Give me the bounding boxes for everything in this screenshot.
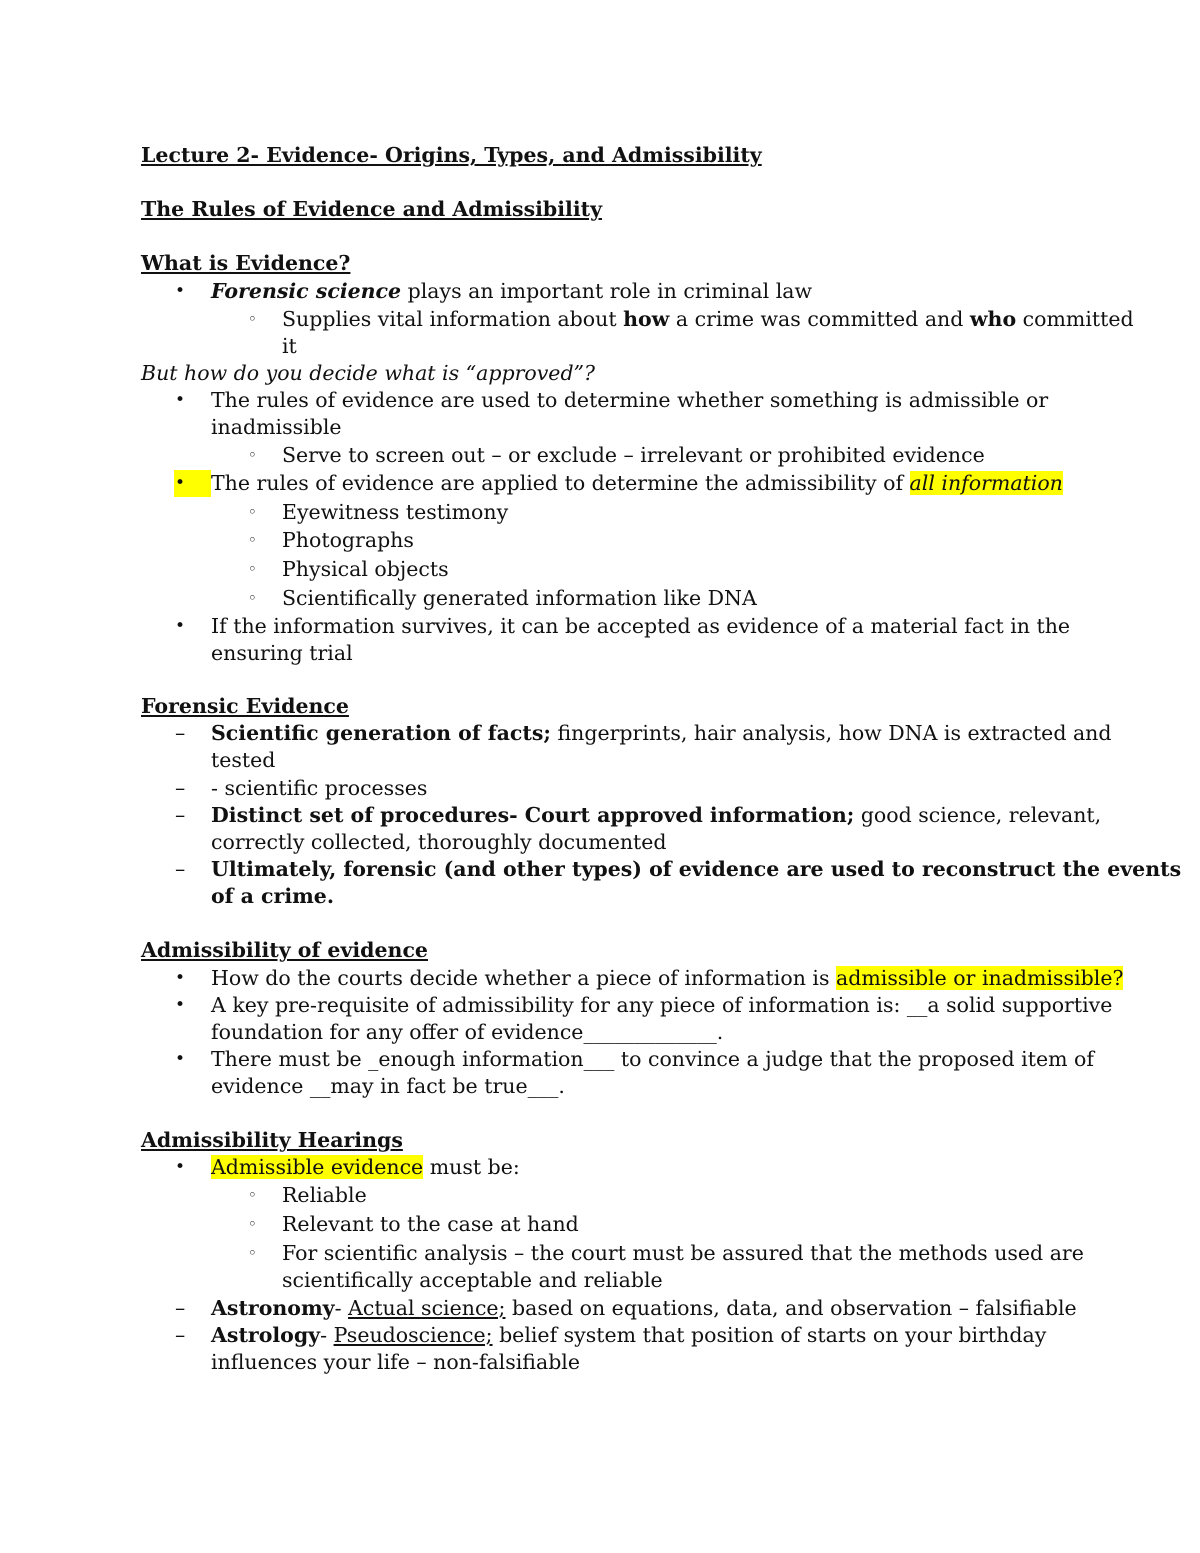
sub-bullet-marker: ◦: [248, 446, 257, 464]
list-item: [211, 470, 1063, 497]
sub-list-item: Scientifically generated information like DNA: [282, 586, 757, 610]
list-item: The rules of evidence are used to determine whether something is admissible or: [211, 388, 1049, 412]
dash-marker: –: [175, 1296, 186, 1320]
item-text: -: [334, 1296, 349, 1320]
sub-list-item: Photographs: [282, 528, 414, 552]
item-text: plays an important role in criminal law: [401, 279, 813, 303]
underlined-text: Actual science;: [348, 1296, 506, 1320]
item-text: How do the courts decide whether a piece of information is: [211, 966, 837, 990]
section-heading-what-is-evidence: What is Evidence?: [141, 251, 351, 275]
dash-marker: –: [175, 1323, 186, 1347]
bold-text: Astrology: [211, 1323, 321, 1347]
bold-text: Distinct set of procedures- Court approved information;: [211, 803, 855, 827]
item-text: must be:: [423, 1155, 520, 1179]
list-item: Ultimately, forensic (and other types) of evidence are used to reconstruct the events: [211, 857, 1182, 881]
sub-bullet-marker: ◦: [248, 1215, 257, 1233]
sub-bullet-marker: ◦: [248, 310, 257, 328]
list-item: [211, 1154, 520, 1181]
section-heading-admissibility-hearings: Admissibility Hearings: [141, 1128, 403, 1152]
list-item: - scientific processes: [211, 776, 428, 800]
sub-bullet-marker: ◦: [248, 1186, 257, 1204]
list-item-continued: tested: [211, 748, 276, 772]
bold-text: Astronomy: [211, 1296, 335, 1320]
list-item: [211, 802, 1101, 829]
bullet-marker: •: [175, 968, 186, 988]
item-text: The rules of evidence are applied to determine the admissibility of: [211, 471, 910, 495]
bold-text: who: [969, 307, 1017, 331]
list-item-continued: ensuring trial: [211, 641, 353, 665]
list-item: [211, 720, 1112, 747]
item-text: good science, relevant,: [854, 803, 1102, 827]
list-item: [211, 1322, 1046, 1349]
bold-text: how: [623, 307, 670, 331]
bullet-marker: •: [175, 1049, 186, 1069]
sub-list-item: Eyewitness testimony: [282, 500, 509, 524]
bullet-marker: •: [175, 995, 186, 1015]
emphasis-text: Forensic science: [211, 279, 402, 303]
list-item: If the information survives, it can be accepted as evidence of a material fact in the: [211, 614, 1071, 638]
section-heading-admissibility-of-evidence: Admissibility of evidence: [141, 938, 428, 962]
dash-marker: –: [175, 721, 186, 745]
sub-list-item: [282, 306, 1134, 333]
sub-bullet-marker: ◦: [248, 1244, 257, 1262]
list-item-continued: evidence __may in fact be true___.: [211, 1074, 565, 1098]
sub-bullet-marker: ◦: [248, 589, 257, 607]
item-text: Supplies vital information about: [282, 307, 624, 331]
list-item-continued: influences your life – non-falsifiable: [211, 1350, 580, 1374]
sub-list-item: Serve to screen out – or exclude – irrelevant or prohibited evidence: [282, 443, 985, 467]
sub-bullet-marker: ◦: [248, 560, 257, 578]
highlighted-text: all information: [909, 471, 1063, 495]
bullet-marker: •: [175, 1157, 186, 1177]
dash-marker: –: [175, 857, 186, 881]
sub-list-item: Relevant to the case at hand: [282, 1212, 579, 1236]
highlighted-text: admissible or inadmissible?: [836, 966, 1124, 990]
question-text: But how do you decide what is “approved”?: [141, 361, 596, 385]
item-text: fingerprints, hair analysis, how DNA is extracted and: [550, 721, 1112, 745]
list-item-continued: of a crime.: [211, 884, 334, 908]
item-text: based on equations, data, and observation – falsifiable: [505, 1296, 1077, 1320]
list-item: There must be _enough information___ to convince a judge that the proposed item of: [211, 1047, 1094, 1071]
sub-list-item-continued: scientifically acceptable and reliable: [282, 1268, 663, 1292]
lecture-title: Lecture 2- Evidence- Origins, Types, and Admissibility: [141, 143, 762, 167]
sub-list-item: Physical objects: [282, 557, 449, 581]
sub-list-item: For scientific analysis – the court must be assured that the methods used are: [282, 1241, 1084, 1265]
sub-list-item-continued: it: [282, 334, 297, 358]
underlined-text: Pseudoscience;: [333, 1323, 493, 1347]
sub-list-item: Reliable: [282, 1183, 367, 1207]
list-item: [211, 1295, 1077, 1322]
dash-marker: –: [175, 776, 186, 800]
list-item-continued: correctly collected, thoroughly documented: [211, 830, 667, 854]
bullet-marker: •: [175, 390, 186, 410]
bullet-marker-highlighted: •: [174, 470, 211, 497]
highlighted-text: Admissible evidence: [211, 1155, 424, 1179]
item-text: committed: [1016, 307, 1134, 331]
bullet-marker: •: [175, 616, 186, 636]
list-item: [211, 278, 812, 305]
section-heading-forensic-evidence: Forensic Evidence: [141, 694, 349, 718]
list-item: A key pre-requisite of admissibility for any piece of information is: __a solid supportive: [211, 993, 1113, 1017]
list-item-continued: foundation for any offer of evidence_____________.: [211, 1020, 724, 1044]
item-text: a crime was committed and: [669, 307, 970, 331]
section-heading-rules: The Rules of Evidence and Admissibility: [141, 197, 603, 221]
bold-text: Scientific generation of facts;: [211, 721, 551, 745]
sub-bullet-marker: ◦: [248, 531, 257, 549]
dash-marker: –: [175, 803, 186, 827]
bullet-marker: •: [175, 281, 186, 301]
item-text: belief system that position of starts on your birthday: [492, 1323, 1047, 1347]
list-item-continued: inadmissible: [211, 415, 342, 439]
sub-bullet-marker: ◦: [248, 503, 257, 521]
list-item: [211, 965, 1123, 992]
item-text: -: [320, 1323, 334, 1347]
